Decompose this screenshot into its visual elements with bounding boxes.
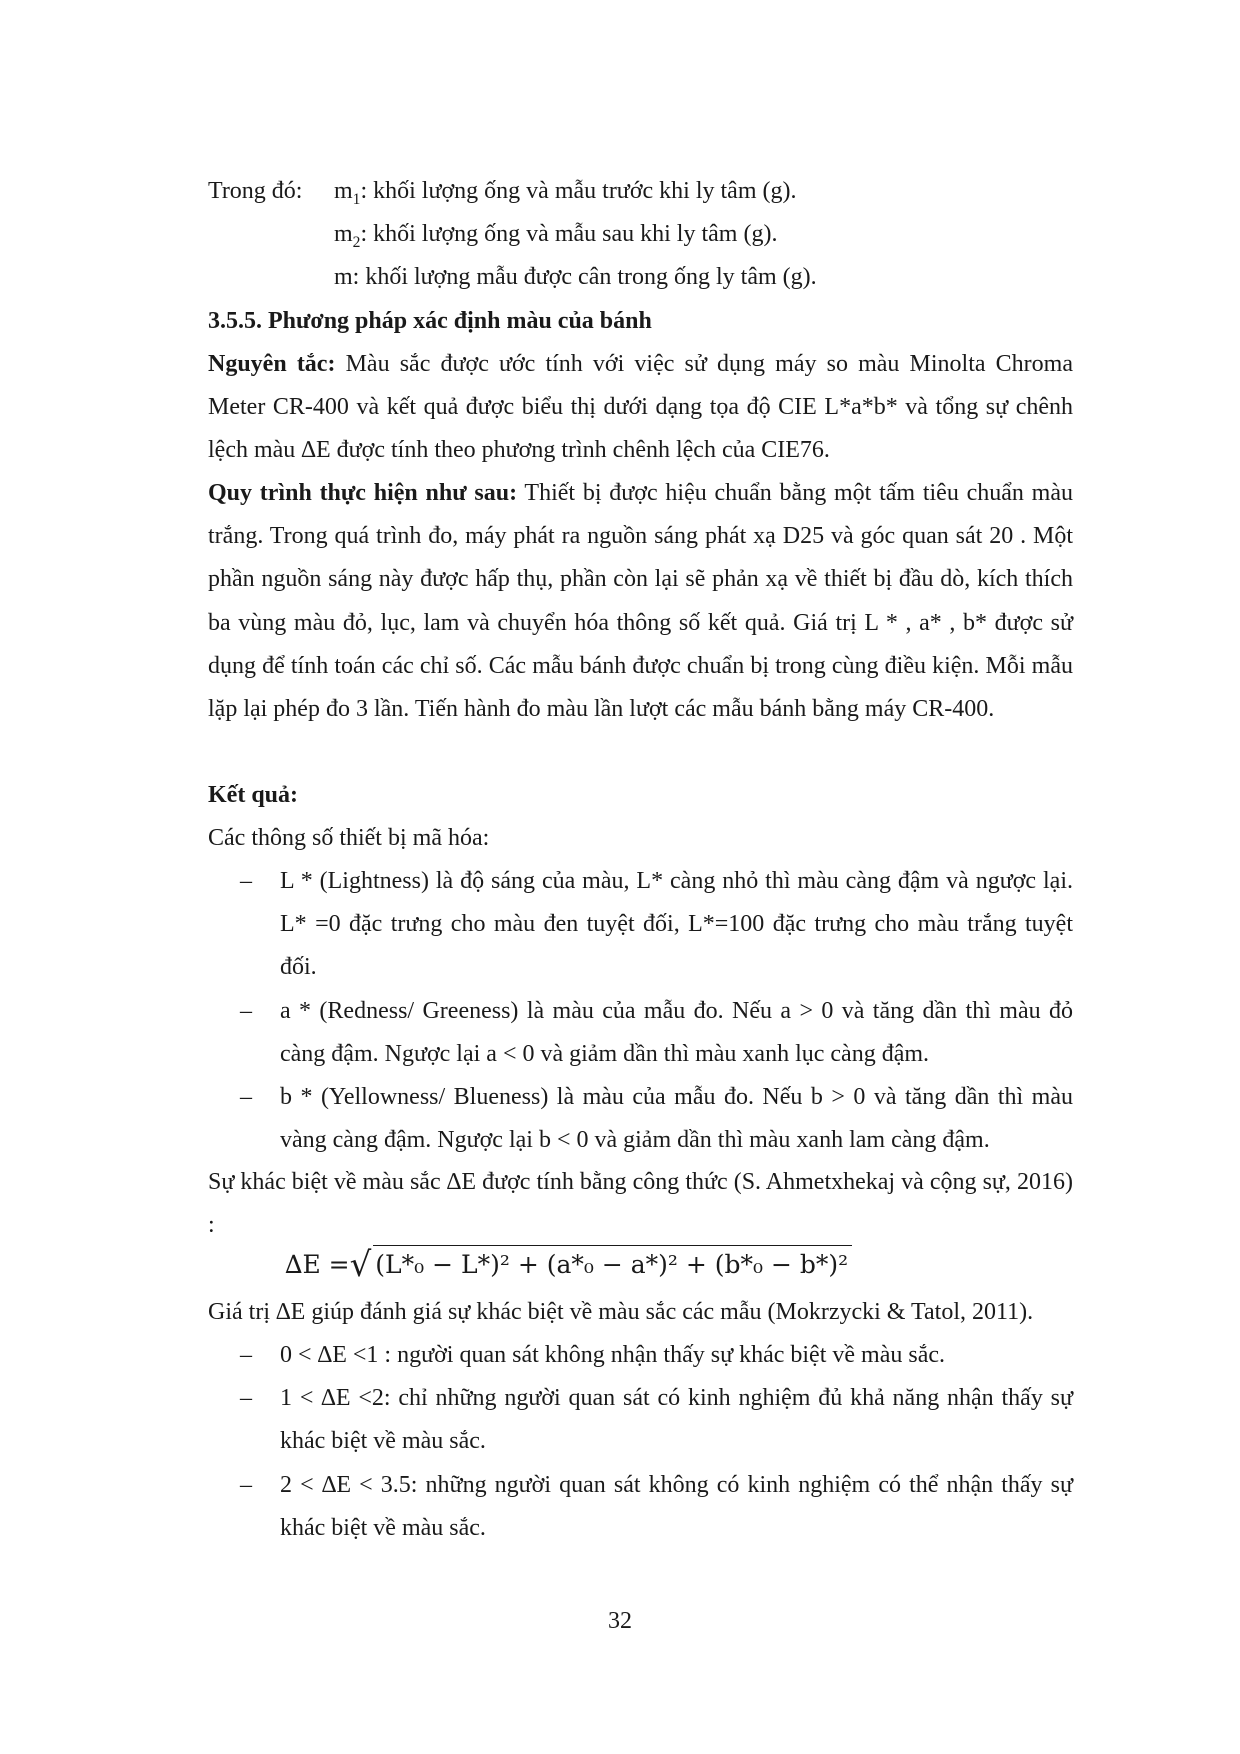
dash-bullet: – [240,997,252,1024]
delta-e-formula [285,1245,852,1285]
dash-bullet: – [240,1342,252,1368]
definition-text: : khối lượng ống và mẫu sau khi ly tâm (g). [360,221,778,248]
results-label: Kết quả: [208,782,298,808]
principle-label: Nguyên tắc: [208,351,336,377]
delta-intro: Sự khác biệt về màu sắc ∆E được tính bằng công thức (S. Ahmetxhekaj và cộng sự, 2016) : [208,1169,1073,1239]
section-heading: 3.5.5. Phương pháp xác định màu của bánh [208,308,652,334]
param-list [240,860,1073,1162]
list-item-text: a * (Redness/ Greeness) là màu của mẫu đo. Nếu a > 0 và tăng dần thì màu đỏ càng đậm. Ngược lại a < 0 và giảm dần thì màu xanh lục càng đậm. [280,997,1073,1067]
definition-row [208,256,1073,299]
variable-subscript: 2 [352,233,361,251]
list-item-text: 1 < ∆E <2: chỉ những người quan sát có kinh nghiệm đủ khả năng nhận thấy sự khác biệt về màu sắc. [280,1385,1073,1455]
variable-symbol: m [334,221,353,248]
params-intro: Các thông số thiết bị mã hóa: [208,825,490,851]
delta-list [240,1334,1073,1550]
procedure-paragraph [208,472,1073,731]
principle-paragraph [208,343,1073,473]
delta-eval: Giá trị ∆E giúp đánh giá sự khác biệt về màu sắc các mẫu (Mokrzycki & Tatol, 2011). [208,1299,1034,1325]
list-item-text: b * (Yellowness/ Blueness) là màu của mẫu đo. Nếu b > 0 và tăng dần thì màu vàng càng đậm. Ngược lại b < 0 và giảm dần thì màu xanh lam càng đậm. [280,1084,1073,1154]
dash-bullet: – [240,1385,252,1412]
formula-lhs: ∆E = [285,1250,350,1279]
variable-symbol: m [334,178,353,204]
definition-row [208,170,1073,213]
definition-row [208,213,1073,256]
procedure-label: Quy trình thực hiện như sau: [208,480,518,506]
list-item-text: 2 < ∆E < 3.5: những người quan sát không có kinh nghiệm có thể nhận thấy sự khác biệt về màu sắc. [280,1471,1073,1541]
formula-radicand: (L*₀ − L*)² + (a*₀ − a*)² + (b*₀ − b*)² [373,1245,852,1282]
dash-bullet: – [240,868,252,894]
dash-bullet: – [240,1471,252,1498]
page-number: 32 [608,1608,632,1634]
list-item [240,1377,1073,1463]
list-item [240,1464,1073,1550]
definition-text: : khối lượng ống và mẫu trước khi ly tâm (g). [360,178,797,204]
dash-bullet: – [240,1084,252,1111]
list-item-text: 0 < ∆E <1 : người quan sát không nhận thấy sự khác biệt về màu sắc. [280,1342,945,1368]
list-item-text: L * (Lightness) là độ sáng của màu, L* càng nhỏ thì màu càng đậm và ngược lại. L* =0 đặc trưng cho màu đen tuyệt đối, L*=100 đặc trưng cho màu trắng tuyệt đối. [280,868,1073,981]
list-item [240,1334,1073,1377]
square-root-icon: √ [349,1245,372,1285]
principle-text: Màu sắc được ước tính với việc sử dụng máy so màu Minolta Chroma Meter CR-400 và kết quả được biểu thị dưới dạng tọa độ CIE L*a*b* và tổng sự chênh lệch màu ∆E được tính theo phương trình chênh lệch của CIE76. [208,351,1073,464]
variable-definitions [208,170,1073,300]
variable-subscript: 1 [352,190,361,208]
list-item [240,860,1073,990]
definition-text: : khối lượng mẫu được cân trong ống ly tâm (g). [352,264,817,291]
variable-symbol: m [334,264,353,291]
list-item [240,990,1073,1076]
procedure-text: Thiết bị được hiệu chuẩn bằng một tấm tiêu chuẩn màu trắng. Trong quá trình đo, máy phát ra nguồn sáng phát xạ D25 và góc quan sát 20 . Một phần nguồn sáng này được hấp thụ, phần còn lại sẽ phản xạ về thiết bị đầu dò, kích thích ba vùng màu đỏ, lục, lam và chuyển hóa thông số kết quả. Giá trị L * , a* , b* được sử dụng để tính toán các chỉ số. Các mẫu bánh được chuẩn bị trong cùng điều kiện. Mỗi mẫu lặp lại phép đo 3 lần. Tiến hành đo màu lần lượt các mẫu bánh bằng máy CR-400. [208,480,1074,723]
list-item [240,1076,1073,1162]
definitions-label: Trong đó: [208,178,303,204]
